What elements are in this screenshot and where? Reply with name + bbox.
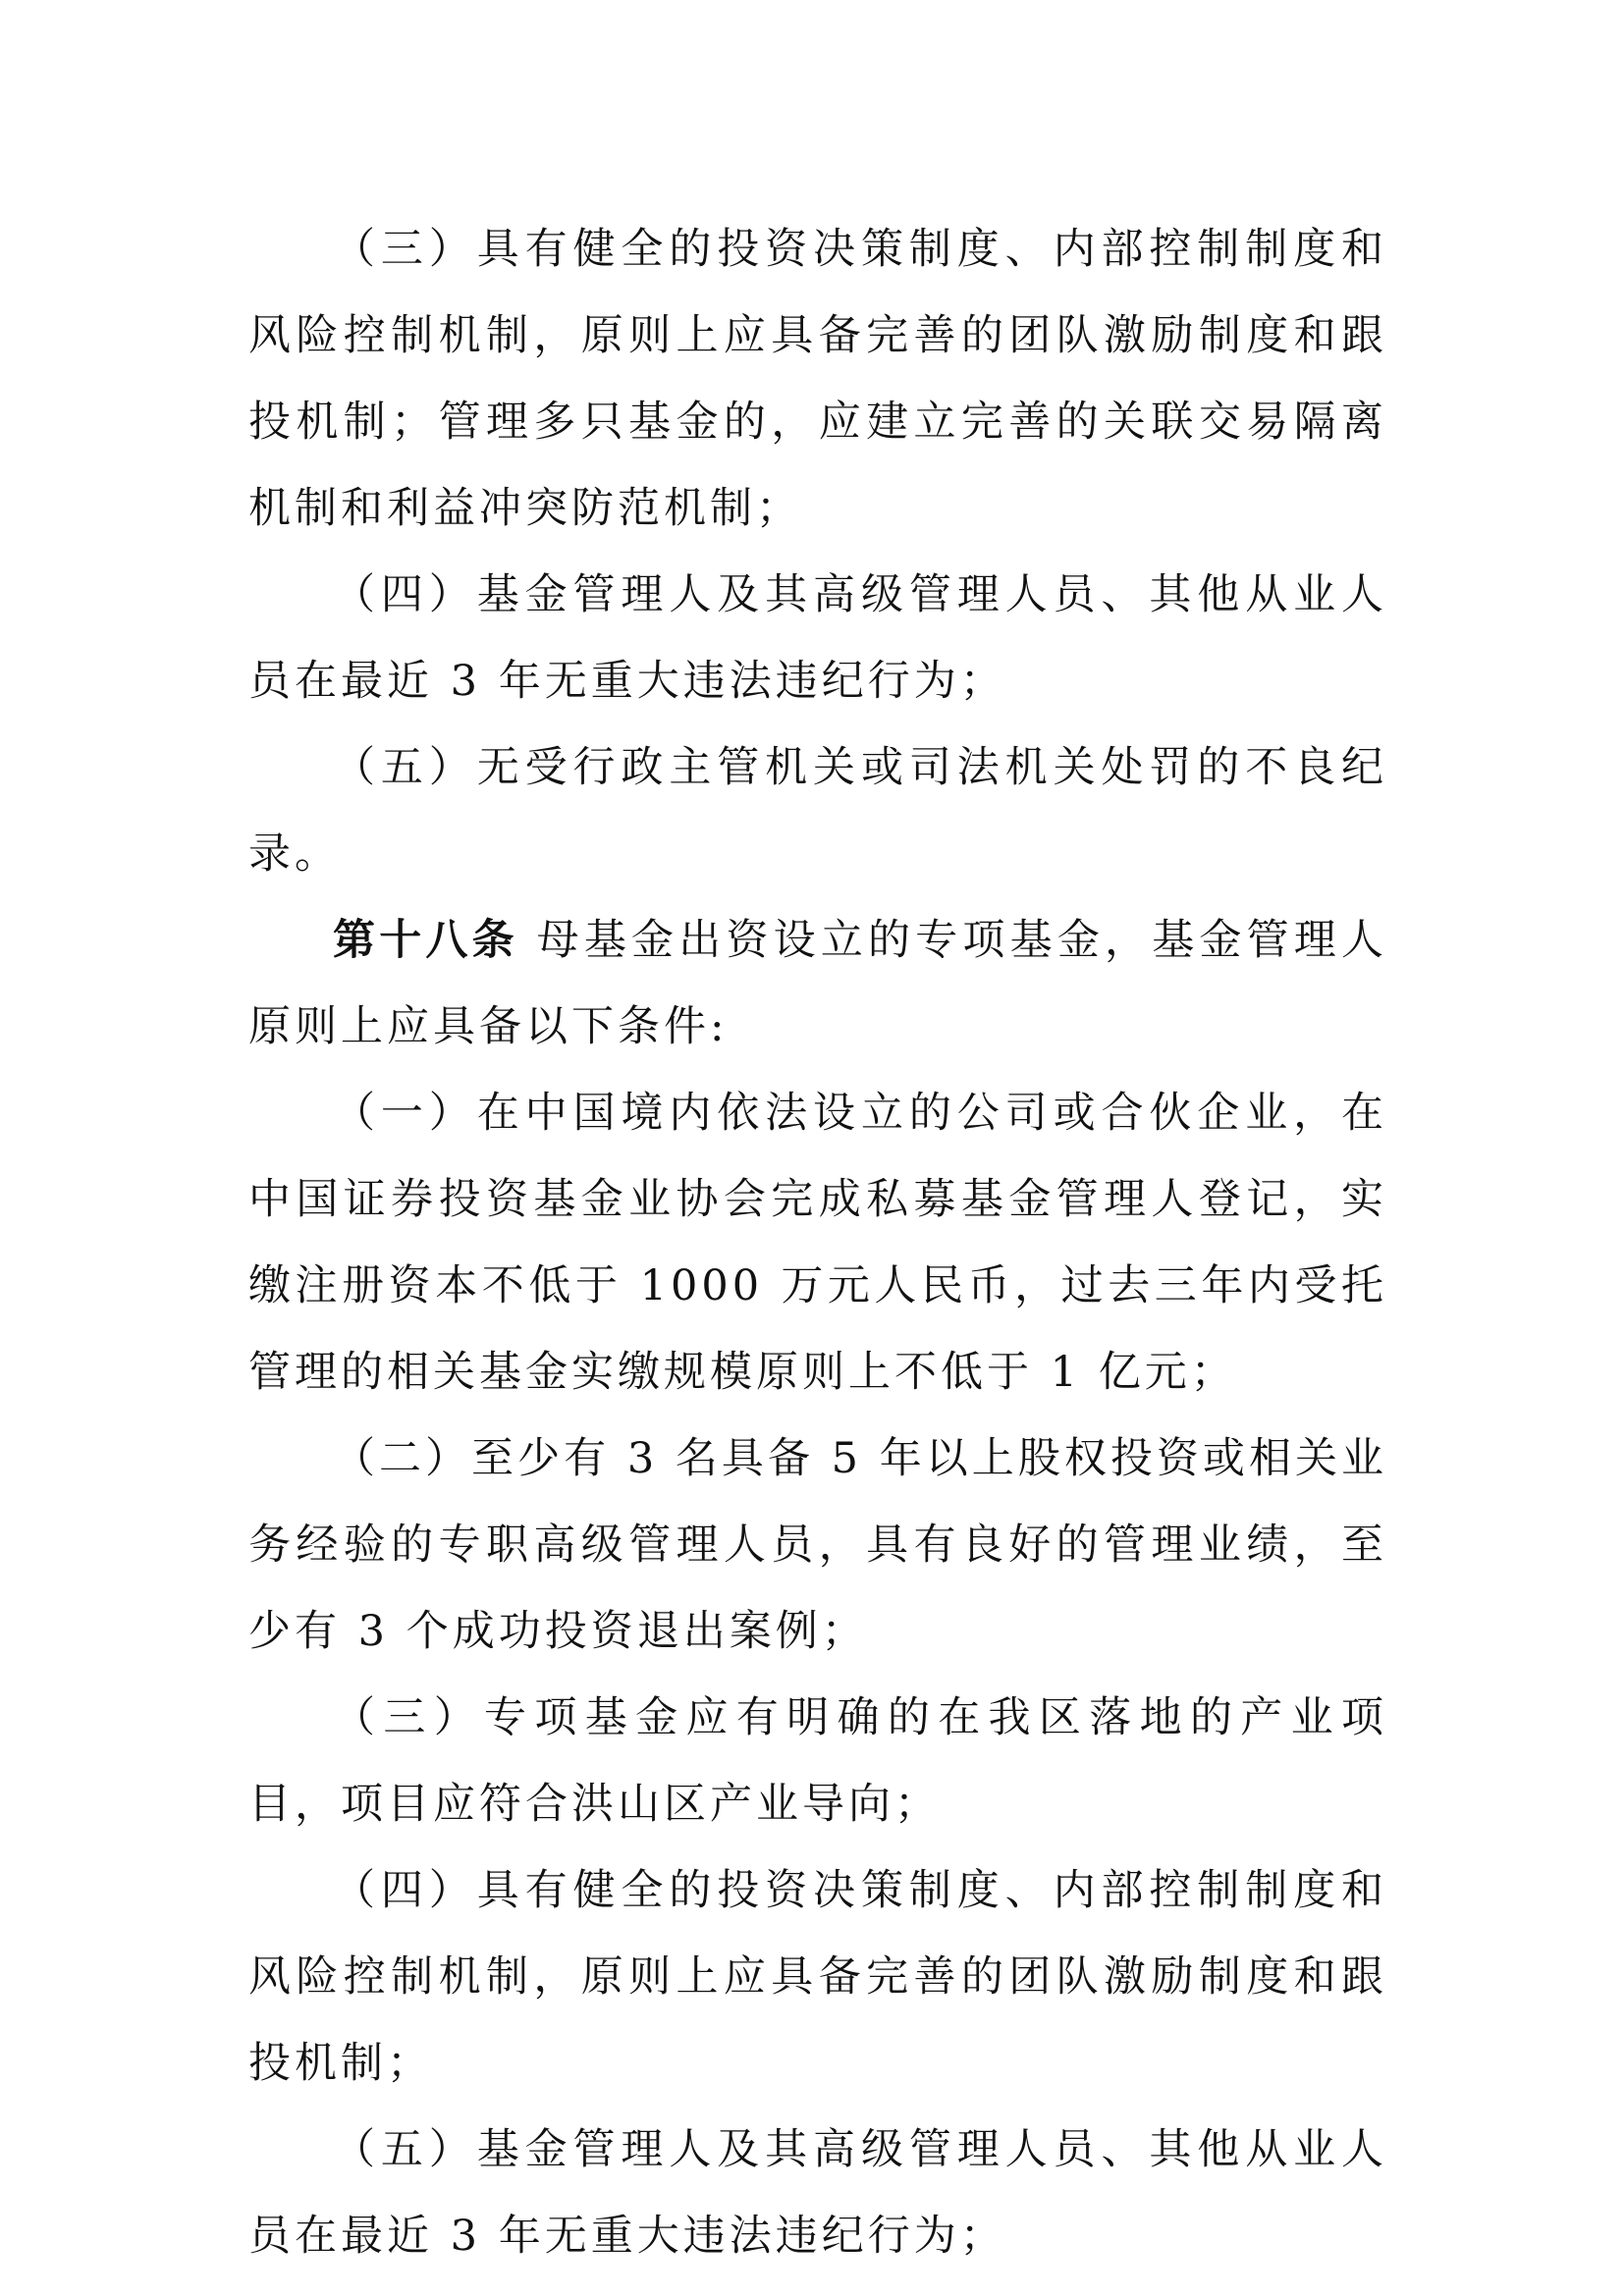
- paragraph-condition-5-no-violations: [248, 2107, 1387, 2279]
- paragraph-condition-2-senior-managers: [248, 1415, 1387, 1675]
- paragraph-article-18: [248, 897, 1387, 1070]
- paragraph-condition-1-registration: [248, 1070, 1387, 1415]
- paragraph-text: （四）基金管理人及其高级管理人员、其他从业人员在最近 3 年无重大违法违纪行为；: [248, 570, 1387, 706]
- paragraph-text: （二）至少有 3 名具备 5 年以上股权投资或相关业务经验的专职高级管理人员，具有良好的管理业绩，至少有 3 个成功投资退出案例；: [248, 1434, 1387, 1656]
- article-heading: 第十八条: [333, 916, 518, 965]
- paragraph-text: （五）基金管理人及其高级管理人员、其他从业人员在最近 3 年无重大违法违纪行为；: [248, 2125, 1387, 2261]
- paragraph-text: （四）具有健全的投资决策制度、内部控制制度和风险控制机制，原则上应具备完善的团队激励制度和跟投机制；: [248, 1866, 1387, 2088]
- paragraph-clause-3-risk-control: [248, 206, 1387, 552]
- document-page: [248, 206, 1387, 2279]
- paragraph-text: （三）具有健全的投资决策制度、内部控制制度和风险控制机制，原则上应具备完善的团队激励制度和跟投机制；管理多只基金的，应建立完善的关联交易隔离机制和利益冲突防范机制；: [248, 225, 1387, 533]
- paragraph-text: （五）无受行政主管机关或司法机关处罚的不良纪录。: [248, 743, 1387, 879]
- paragraph-text: （三）专项基金应有明确的在我区落地的产业项目，项目应符合洪山区产业导向；: [248, 1693, 1387, 1829]
- paragraph-condition-3-industry-projects: [248, 1675, 1387, 1847]
- paragraph-text: 母基金出资设立的专项基金，基金管理人原则上应具备以下条件:: [248, 916, 1388, 1051]
- paragraph-clause-4-no-violations: [248, 552, 1387, 724]
- paragraph-clause-5-no-penalties: [248, 724, 1387, 897]
- paragraph-text: （一）在中国境内依法设立的公司或合伙企业，在中国证券投资基金业协会完成私募基金管理人登记，实缴注册资本不低于 1000 万元人民币，过去三年内受托管理的相关基金实缴规模原则上不低于 1 亿元；: [248, 1089, 1387, 1397]
- paragraph-condition-4-risk-control: [248, 1847, 1387, 2107]
